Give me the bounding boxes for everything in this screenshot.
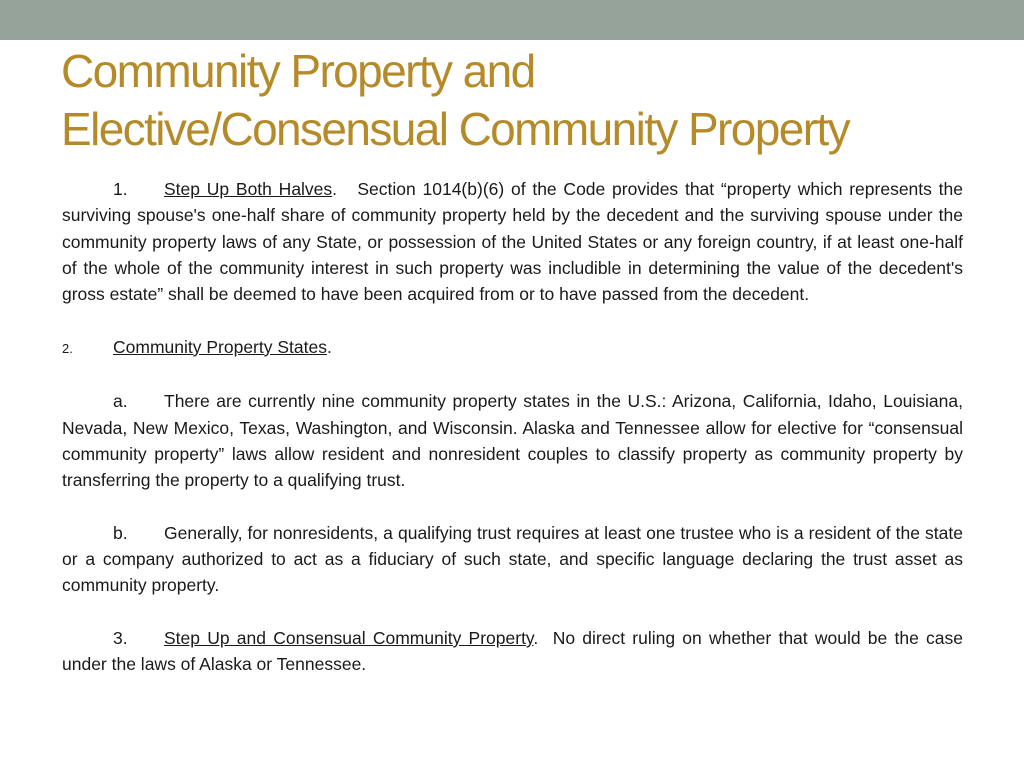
item-2b-paragraph [62,520,963,599]
item-2-heading-paragraph [62,334,963,362]
item-2b-text: Generally, for nonresidents, a qualifying trust requires at least one trustee who is a resident of the state or a company authorized to act as a fiduciary of such state, and specific language declaring the trust asset as community property. [62,522,963,596]
item-1-text: Section 1014(b)(6) of the Code provides that “property which represents the surviving spouse's one-half share of community property held by the decedent and the surviving spouse under the community property laws of any State, or possession of the United States or any foreign country, if at least one-half of the whole of the community interest in such property was includible in determining the value of the decedent's gross estate” shall be deemed to have been acquired from or to have passed from the decedent. [62,179,963,305]
slide-body [62,176,963,678]
item-2a-text: There are currently nine community property states in the U.S.: Arizona, California, Idaho, Louisiana, Nevada, New Mexico, Texas, Washington, and Wisconsin. Alaska and Tennessee allow for elective for “consensual community property” laws allow resident and nonresident couples to classify property as community property by transferring the property to a qualifying trust. [62,391,963,491]
item-1-number: 1. [113,179,128,199]
item-1-paragraph [62,176,963,307]
item-3-number: 3. [113,628,128,649]
slide-title [61,42,1001,158]
item-3-heading: Step Up and Consensual Community Property [164,628,534,649]
top-decorative-bar [0,0,1024,40]
item-2a-paragraph [62,388,963,493]
item-3-text: No direct ruling on whether that would be the case under the laws of Alaska or Tennessee. [62,628,963,675]
item-1-heading: Step Up Both Halves [164,179,333,199]
item-2-heading-suffix: . [326,336,332,357]
item-3-heading-suffix: . [533,628,539,649]
item-2a-letter: a. [113,391,128,412]
title-line-1: Community Property and [61,45,535,97]
item-2-number: 2. [62,340,73,356]
item-2-heading: Community Property States [113,336,327,357]
item-2b-letter: b. [113,522,128,543]
title-line-2: Elective/Consensual Community Property [61,103,849,155]
item-3-paragraph [62,625,963,678]
item-1-heading-suffix: . [332,179,338,199]
